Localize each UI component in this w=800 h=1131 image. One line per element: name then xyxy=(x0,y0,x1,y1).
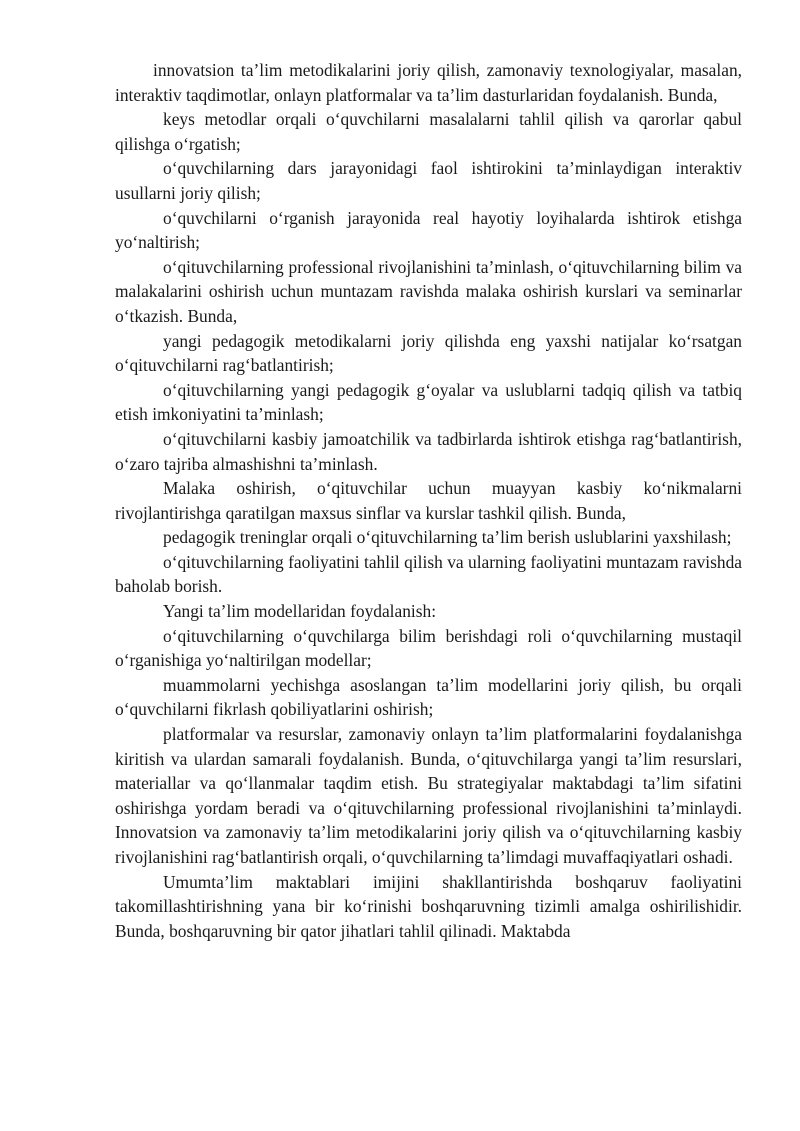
paragraph: o‘qituvchilarning yangi pedagogik g‘oyalar va uslublarni tadqiq qilish va tatbiq etish imkoniyatini ta’minlash; xyxy=(115,379,742,425)
paragraph: o‘qituvchilarning o‘quvchilarga bilim berishdagi roli o‘quvchilarning mustaqil o‘rganishiga yo‘naltirilgan modellar; xyxy=(115,625,742,671)
paragraph: o‘quvchilarni o‘rganish jarayonida real hayotiy loyihalarda ishtirok etishga yo‘naltirish; xyxy=(115,207,742,253)
paragraph: o‘qituvchilarning professional rivojlanishini ta’minlash, o‘qituvchilarning bilim va malakalarini oshirish uchun muntazam ravishda malaka oshirish kurslari va seminarlar o‘tkazish. Bunda, xyxy=(115,256,742,326)
paragraph: platformalar va resurslar, zamonaviy onlayn ta’lim platformalarini foydalanishga kiritish va ulardan samarali foydalanish. Bunda, o‘qituvchilarga yangi ta’lim resurslari, materiallar va qo‘llanmalar taqdim etish. Bu strategiyalar maktabdagi ta’lim sifatini oshirishga yordam beradi va o‘qituvchilarning professional rivojlanishini ta’minlaydi. Innovatsion va zamonaviy ta’lim metodikalarini joriy qilish va o‘qituvchilarning kasbiy rivojlanishini rag‘batlantirish orqali, o‘quvchilarning ta’limdagi muvaffaqiyatlari oshadi. xyxy=(115,724,742,867)
document-body xyxy=(115,58,742,943)
paragraph: yangi pedagogik metodikalarni joriy qilishda eng yaxshi natijalar ko‘rsatgan o‘qituvchilarni rag‘batlantirish; xyxy=(115,330,742,376)
paragraph: pedagogik treninglar orqali o‘qituvchilarning ta’lim berish uslublarini yaxshilash; xyxy=(163,527,732,548)
paragraph: Umumta’lim maktablari imijini shakllantirishda boshqaruv faoliyatini takomillashtirishning yana bir ko‘rinishi boshqaruvning tizimli amalga oshirilishidir. Bunda, boshqaruvning bir qator jihatlari tahlil qilinadi. Maktabda xyxy=(115,871,742,941)
paragraph: o‘qituvchilarni kasbiy jamoatchilik va tadbirlarda ishtirok etishga rag‘batlantirish, o‘zaro tajriba almashishni ta’minlash. xyxy=(115,428,742,474)
paragraph: o‘quvchilarning dars jarayonidagi faol ishtirokini ta’minlaydigan interaktiv usullarni joriy qilish; xyxy=(115,158,742,203)
paragraph: keys metodlar orqali o‘quvchilarni masalalarni tahlil qilish va qarorlar qabul qilishga o‘rgatish; xyxy=(115,109,742,154)
paragraph: muammolarni yechishga asoslangan ta’lim modellarini joriy qilish, bu orqali o‘quvchilarni fikrlash qobiliyatlarini oshirish; xyxy=(115,674,742,720)
paragraph: innovatsion ta’lim metodikalarini joriy qilish, zamonaviy texnologiyalar, masalan, interaktiv taqdimotlar, onlayn platformalar va ta’lim dasturlaridan foydalanish. Bunda, xyxy=(115,60,742,105)
paragraph: Yangi ta’lim modellaridan foydalanish: xyxy=(163,601,437,622)
paragraph: o‘qituvchilarning faoliyatini tahlil qilish va ularning faoliyatini muntazam ravishda baholab borish. xyxy=(115,551,742,597)
paragraph: Malaka oshirish, o‘qituvchilar uchun muayyan kasbiy ko‘nikmalarni rivojlantirishga qaratilgan maxsus sinflar va kurslar tashkil qilish. Bunda, xyxy=(115,478,742,523)
